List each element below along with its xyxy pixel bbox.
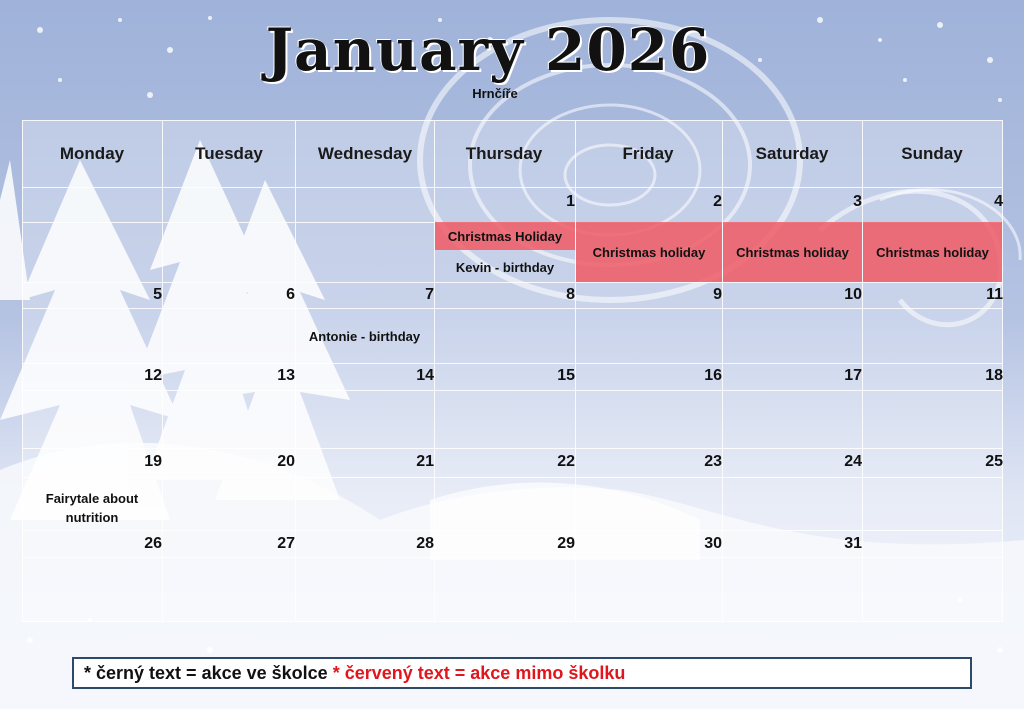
month-title: January 2026 — [265, 16, 711, 84]
day-number: 10 — [844, 286, 862, 303]
day-number: 1 — [566, 193, 575, 210]
legend-black-text: * černý text = akce ve školce — [84, 663, 328, 683]
day-number: 4 — [994, 193, 1003, 210]
weekday-tuesday: Tuesday — [195, 144, 263, 163]
weekday-friday: Friday — [622, 144, 674, 163]
day-number: 16 — [704, 367, 722, 384]
day-number: 11 — [986, 286, 1003, 303]
day-number: 3 — [853, 193, 862, 210]
day-number: 22 — [557, 453, 575, 470]
weekday-saturday: Saturday — [755, 144, 829, 163]
day-number: 13 — [277, 367, 295, 384]
christmas-holiday-friday: Christmas holiday — [576, 222, 722, 282]
event-fairytale-nutrition: Fairytale about nutrition — [45, 491, 139, 525]
day-number: 30 — [704, 535, 722, 552]
day-number: 6 — [286, 286, 295, 303]
christmas-holiday-sunday: Christmas holiday — [863, 222, 1002, 282]
day-number: 15 — [557, 367, 575, 384]
day-number: 31 — [844, 535, 862, 552]
day-number: 9 — [713, 286, 722, 303]
weekday-monday: Monday — [59, 144, 125, 163]
legend-red-text: * červený text = akce mimo školku — [332, 663, 626, 683]
day-number: 26 — [144, 535, 162, 552]
weekday-wednesday: Wednesday — [317, 144, 413, 163]
day-number: 8 — [566, 286, 575, 303]
day-number: 12 — [144, 367, 162, 384]
weekday-thursday: Thursday — [465, 144, 543, 163]
legend-box — [72, 657, 972, 689]
day-number: 28 — [416, 535, 434, 552]
event-antonie-birthday: Antonie - birthday — [308, 329, 421, 344]
day-number: 5 — [153, 286, 162, 303]
day-number: 14 — [416, 367, 434, 384]
day-number: 24 — [844, 453, 862, 470]
christmas-holiday-saturday: Christmas holiday — [723, 222, 862, 282]
day-number: 17 — [844, 367, 862, 384]
day-number: 20 — [277, 453, 295, 470]
weekday-sunday: Sunday — [901, 144, 963, 163]
christmas-holiday-thursday: Christmas Holiday — [435, 222, 575, 250]
day-number: 27 — [277, 535, 295, 552]
calendar-grid — [22, 120, 1003, 622]
day-number: 29 — [557, 535, 575, 552]
location-subtitle: Hrnčíře — [472, 86, 518, 101]
day-number: 21 — [416, 453, 434, 470]
event-kevin-birthday: Kevin - birthday — [455, 260, 555, 275]
day-number: 2 — [713, 193, 722, 210]
day-number: 18 — [985, 367, 1003, 384]
day-number: 23 — [704, 453, 722, 470]
day-number: 25 — [985, 453, 1003, 470]
day-number: 19 — [144, 453, 162, 470]
day-number: 7 — [425, 286, 434, 303]
